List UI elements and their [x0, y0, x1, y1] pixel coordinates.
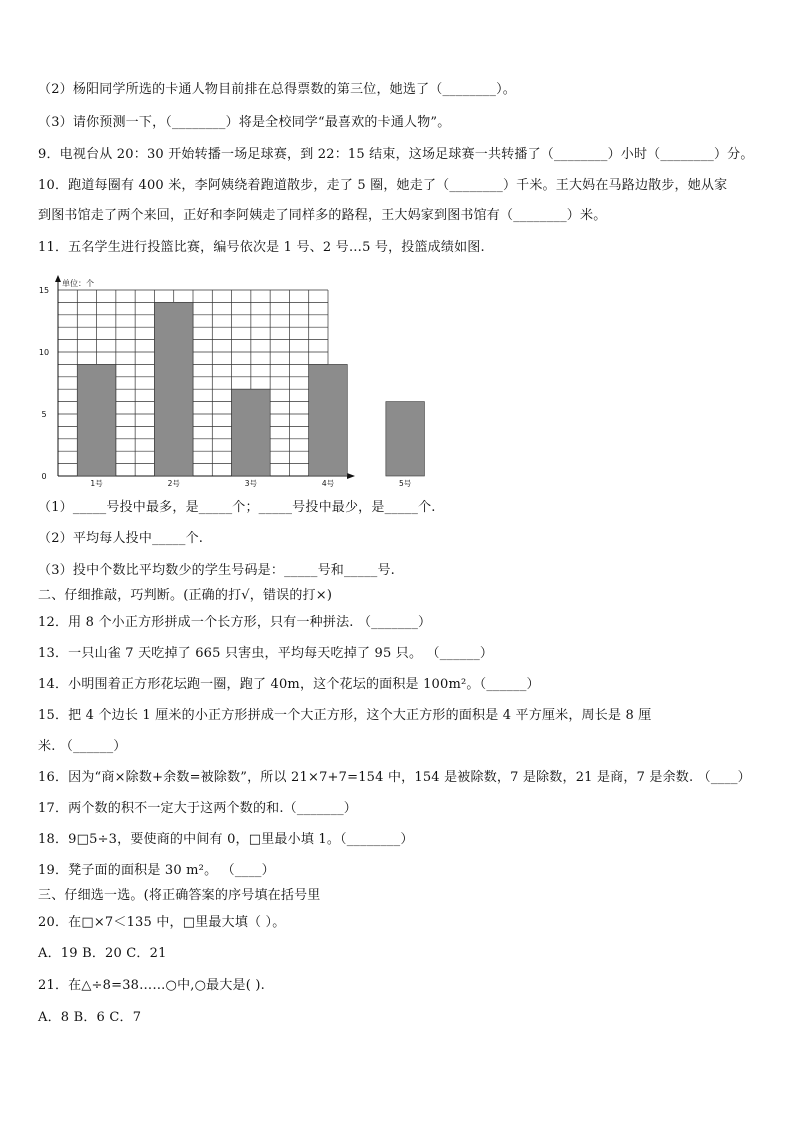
l3: 10．跑道每圈有 400 米，李阿姨绕着跑道散步，走了 5 圈，她走了（________）千米。王大妈在马路边散步，她从家: [38, 178, 728, 193]
l13: 15．把 4 个边长 1 厘米的小正方形拼成一个大正方形，这个大正方形的面积是 4 平方厘米，周长是 8 厘: [38, 708, 652, 723]
l7: （2）平均每人投中_____个.: [38, 531, 204, 546]
y-tick-label: 10: [38, 348, 50, 357]
l9: 二、仔细推敲，巧判断。(正确的打√，错误的打×): [38, 588, 333, 603]
l0: （2）杨阳同学所选的卡通人物目前排在总得票数的第三位，她选了（________）。: [38, 82, 516, 97]
bar: [77, 364, 116, 476]
x-tick-label: 2号: [167, 479, 180, 488]
y-tick-label: 15: [38, 286, 50, 295]
bar: [154, 302, 193, 476]
l11: 13．一只山雀 7 天吃掉了 665 只害虫，平均每天吃掉了 95 只。 （______）: [38, 646, 494, 661]
l17: 18．9□5÷3，要使商的中间有 0，□里最小填 1。（________）: [38, 832, 414, 847]
l23: A．8 B．6 C．7: [38, 1010, 142, 1025]
l18: 19．凳子面的面积是 30 m²。 （____）: [38, 863, 275, 878]
bar: [309, 364, 348, 476]
l4: 到图书馆走了两个来回，正好和李阿姨走了同样多的路程，王大妈家到图书馆有（________）米。: [38, 208, 607, 223]
l8: （3）投中个数比平均数少的学生号码是：_____号和_____号.: [38, 563, 396, 578]
l5: 11．五名学生进行投篮比赛，编号依次是 1 号、2 号…5 号，投篮成绩如图.: [38, 240, 485, 255]
l10: 12．用 8 个小正方形拼成一个长方形，只有一种拼法. （_______）: [38, 615, 432, 630]
x-axis-arrow: [347, 473, 355, 479]
x-tick-label: 5号: [399, 479, 412, 488]
x-tick-label: 1号: [90, 479, 103, 488]
y-tick-label: 0: [41, 472, 47, 481]
l19: 三、仔细选一选。(将正确答案的序号填在括号里: [38, 888, 321, 903]
l6: （1）_____号投中最多，是_____个；_____号投中最少，是_____个.: [38, 500, 436, 515]
l1: （3）请你预测一下，（________）将是全校同学“最喜欢的卡通人物”。: [38, 115, 451, 130]
l14: 米. （______）: [38, 739, 127, 754]
l16: 17．两个数的积不一定大于这两个数的和.（_______）: [38, 801, 357, 816]
x-tick-label: 4号: [321, 479, 335, 488]
l2: 9．电视台从 20：30 开始转播一场足球赛，到 22：15 结束，这场足球赛一共转播了（________）小时（________）分。: [38, 147, 754, 162]
bar-chart: [30, 272, 412, 492]
unit-label: 单位：个: [62, 279, 94, 288]
l22: 21．在△÷8=38……○中,○最大是( ).: [38, 978, 265, 993]
bar: [386, 402, 425, 476]
y-tick-label: 5: [41, 410, 47, 419]
x-tick-label: 3号: [244, 479, 257, 488]
l21: A．19 B．20 C．21: [38, 946, 167, 961]
bar: [232, 389, 271, 476]
l20: 20．在□×7＜135 中，□里最大填（ ）。: [38, 915, 286, 930]
l12: 14．小明围着正方形花坛跑一圈，跑了 40m，这个花坛的面积是 100m²。（______）: [38, 677, 540, 692]
y-axis-arrow: [55, 275, 61, 282]
l15: 16．因为“商×除数+余数=被除数”，所以 21×7+7=154 中，154 是被除数，7 是除数，21 是商，7 是余数. （____）: [38, 770, 751, 785]
